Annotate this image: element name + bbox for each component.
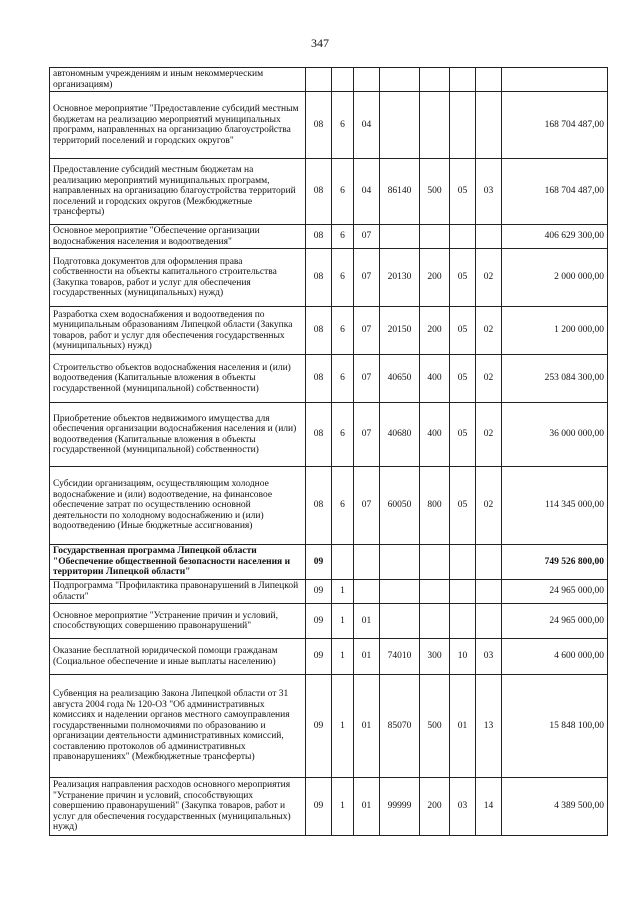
measure-code: 07 — [354, 355, 380, 403]
subsection-code: 02 — [476, 403, 502, 467]
row-name: Основное мероприятие "Обеспечение организации водоснабжения населения и водоотведения" — [50, 225, 306, 249]
amount: 15 848 100,00 — [502, 675, 608, 778]
program-code: 08 — [306, 467, 332, 545]
expense-type-code: 200 — [420, 778, 450, 836]
direction-code — [380, 545, 420, 580]
subsection-code: 13 — [476, 675, 502, 778]
expense-type-code: 400 — [420, 403, 450, 467]
subprogram-code: 1 — [332, 580, 354, 604]
subprogram-code: 1 — [332, 604, 354, 639]
expense-type-code: 500 — [420, 159, 450, 225]
expense-type-code — [420, 68, 450, 92]
section-code: 01 — [450, 675, 476, 778]
table-row — [50, 68, 608, 92]
row-name: Предоставление субсидий местным бюджетам на реализацию мероприятий муниципальных программ, направленных на организацию благоустройства территорий поселений и городских округов (Межбюджетные трансферты) — [50, 159, 306, 225]
direction-code: 74010 — [380, 639, 420, 675]
expense-type-code — [420, 545, 450, 580]
subprogram-code: 6 — [332, 225, 354, 249]
measure-code: 01 — [354, 675, 380, 778]
subprogram-code: 6 — [332, 307, 354, 355]
direction-code — [380, 92, 420, 159]
program-code: 08 — [306, 92, 332, 159]
section-code — [450, 92, 476, 159]
subsection-code: 03 — [476, 639, 502, 675]
section-code — [450, 225, 476, 249]
table-row — [50, 778, 608, 836]
subsection-code: 02 — [476, 307, 502, 355]
amount: 749 526 800,00 — [502, 545, 608, 580]
direction-code — [380, 68, 420, 92]
measure-code — [354, 580, 380, 604]
expense-type-code: 400 — [420, 355, 450, 403]
measure-code: 01 — [354, 778, 380, 836]
row-name: Подпрограмма "Профилактика правонарушений в Липецкой области" — [50, 580, 306, 604]
measure-code: 01 — [354, 639, 380, 675]
program-code: 08 — [306, 307, 332, 355]
direction-code — [380, 604, 420, 639]
program-code: 09 — [306, 604, 332, 639]
subprogram-code: 6 — [332, 355, 354, 403]
table-row — [50, 355, 608, 403]
program-code: 08 — [306, 159, 332, 225]
row-name: Субвенция на реализацию Закона Липецкой области от 31 августа 2004 года № 120-ОЗ "Об административных комиссиях и наделении органов местного самоуправления государственными полномочиями по образованию и организации деятельности административных комиссий, составлению протоколов об административных правонарушениях" (Межбюджетные трансферты) — [50, 675, 306, 778]
table-row — [50, 675, 608, 778]
table-body — [50, 68, 608, 836]
expense-type-code: 800 — [420, 467, 450, 545]
section-code: 05 — [450, 307, 476, 355]
measure-code: 07 — [354, 249, 380, 307]
direction-code: 40650 — [380, 355, 420, 403]
subsection-code: 14 — [476, 778, 502, 836]
subsection-code — [476, 68, 502, 92]
page-number: 347 — [311, 36, 329, 50]
section-code: 05 — [450, 467, 476, 545]
row-name: Реализация направления расходов основного мероприятия "Устранение причин и условий, способствующих совершению правонарушений" (Закупка товаров, работ и услуг для обеспечения государственных (муниципальных) нужд) — [50, 778, 306, 836]
expense-type-code: 500 — [420, 675, 450, 778]
program-code: 09 — [306, 639, 332, 675]
table-row — [50, 545, 608, 580]
direction-code: 86140 — [380, 159, 420, 225]
amount: 168 704 487,00 — [502, 92, 608, 159]
subprogram-code: 6 — [332, 403, 354, 467]
expense-type-code — [420, 580, 450, 604]
measure-code — [354, 545, 380, 580]
expense-type-code — [420, 92, 450, 159]
row-name: Приобретение объектов недвижимого имущества для обеспечения организации водоснабжения населения и (или) водоотведения (Капитальные вложения в объекты государственной (муниципальной) собственности) — [50, 403, 306, 467]
program-code — [306, 68, 332, 92]
measure-code: 07 — [354, 403, 380, 467]
table-row — [50, 403, 608, 467]
direction-code: 60050 — [380, 467, 420, 545]
direction-code: 40680 — [380, 403, 420, 467]
subprogram-code: 6 — [332, 159, 354, 225]
expense-type-code: 300 — [420, 639, 450, 675]
expense-type-code: 200 — [420, 307, 450, 355]
row-name: Разработка схем водоснабжения и водоотведения по муниципальным образованиям Липецкой области (Закупка товаров, работ и услуг для обеспечения государственных (муниципальных) нужд) — [50, 307, 306, 355]
program-code: 09 — [306, 778, 332, 836]
direction-code: 20150 — [380, 307, 420, 355]
row-name: Субсидии организациям, осуществляющим холодное водоснабжение и (или) водоотведение, на финансовое обеспечение затрат по осуществлению основной деятельности по холодному водоснабжению и (или) водоотведению (Иные бюджетные ассигнования) — [50, 467, 306, 545]
subsection-code: 02 — [476, 355, 502, 403]
budget-table — [49, 67, 608, 836]
section-code: 05 — [450, 403, 476, 467]
amount: 406 629 300,00 — [502, 225, 608, 249]
amount: 24 965 000,00 — [502, 580, 608, 604]
row-name: Основное мероприятие "Предоставление субсидий местным бюджетам на реализацию мероприятий муниципальных программ, направленных на организацию благоустройства территорий поселений и городских округов" — [50, 92, 306, 159]
measure-code — [354, 68, 380, 92]
section-code: 05 — [450, 249, 476, 307]
subsection-code — [476, 225, 502, 249]
subsection-code: 02 — [476, 467, 502, 545]
table-row — [50, 159, 608, 225]
expense-type-code — [420, 225, 450, 249]
direction-code — [380, 580, 420, 604]
table-row — [50, 249, 608, 307]
table-row — [50, 604, 608, 639]
row-name: Основное мероприятие "Устранение причин и условий, способствующих совершению правонарушений" — [50, 604, 306, 639]
direction-code: 85070 — [380, 675, 420, 778]
subprogram-code: 1 — [332, 675, 354, 778]
subprogram-code — [332, 545, 354, 580]
row-name: Государственная программа Липецкой области "Обеспечение общественной безопасности населения и территории Липецкой области" — [50, 545, 306, 580]
section-code — [450, 604, 476, 639]
amount: 1 200 000,00 — [502, 307, 608, 355]
table-row — [50, 92, 608, 159]
subprogram-code: 6 — [332, 92, 354, 159]
measure-code: 07 — [354, 467, 380, 545]
measure-code: 04 — [354, 159, 380, 225]
amount: 4 389 500,00 — [502, 778, 608, 836]
amount: 36 000 000,00 — [502, 403, 608, 467]
measure-code: 04 — [354, 92, 380, 159]
subsection-code — [476, 580, 502, 604]
direction-code — [380, 225, 420, 249]
program-code: 08 — [306, 403, 332, 467]
table-row — [50, 580, 608, 604]
section-code: 05 — [450, 355, 476, 403]
subprogram-code: 6 — [332, 467, 354, 545]
subprogram-code: 6 — [332, 249, 354, 307]
subprogram-code: 1 — [332, 778, 354, 836]
subsection-code — [476, 604, 502, 639]
row-name: автономным учреждениям и иным некоммерческим организациям) — [50, 68, 306, 92]
table-row — [50, 467, 608, 545]
subprogram-code — [332, 68, 354, 92]
program-code: 08 — [306, 249, 332, 307]
subsection-code — [476, 92, 502, 159]
program-code: 08 — [306, 225, 332, 249]
section-code — [450, 580, 476, 604]
amount: 168 704 487,00 — [502, 159, 608, 225]
row-name: Подготовка документов для оформления права собственности на объекты капитального строительства (Закупка товаров, работ и услуг для обеспечения государственных (муниципальных) нужд) — [50, 249, 306, 307]
subsection-code — [476, 545, 502, 580]
table-row — [50, 639, 608, 675]
program-code: 09 — [306, 545, 332, 580]
amount: 24 965 000,00 — [502, 604, 608, 639]
measure-code: 07 — [354, 307, 380, 355]
section-code: 10 — [450, 639, 476, 675]
section-code — [450, 68, 476, 92]
expense-type-code — [420, 604, 450, 639]
amount: 4 600 000,00 — [502, 639, 608, 675]
amount: 2 000 000,00 — [502, 249, 608, 307]
subsection-code: 03 — [476, 159, 502, 225]
subprogram-code: 1 — [332, 639, 354, 675]
subsection-code: 02 — [476, 249, 502, 307]
direction-code: 99999 — [380, 778, 420, 836]
program-code: 08 — [306, 355, 332, 403]
measure-code: 07 — [354, 225, 380, 249]
table-row — [50, 225, 608, 249]
amount: 253 084 300,00 — [502, 355, 608, 403]
program-code: 09 — [306, 675, 332, 778]
section-code: 03 — [450, 778, 476, 836]
amount — [502, 68, 608, 92]
expense-type-code: 200 — [420, 249, 450, 307]
table-row — [50, 307, 608, 355]
program-code: 09 — [306, 580, 332, 604]
row-name: Строительство объектов водоснабжения населения и (или) водоотведения (Капитальные вложения в объекты государственной (муниципальной) собственности) — [50, 355, 306, 403]
measure-code: 01 — [354, 604, 380, 639]
direction-code: 20130 — [380, 249, 420, 307]
row-name: Оказание бесплатной юридической помощи гражданам (Социальное обеспечение и иные выплаты населению) — [50, 639, 306, 675]
section-code: 05 — [450, 159, 476, 225]
amount: 114 345 000,00 — [502, 467, 608, 545]
section-code — [450, 545, 476, 580]
